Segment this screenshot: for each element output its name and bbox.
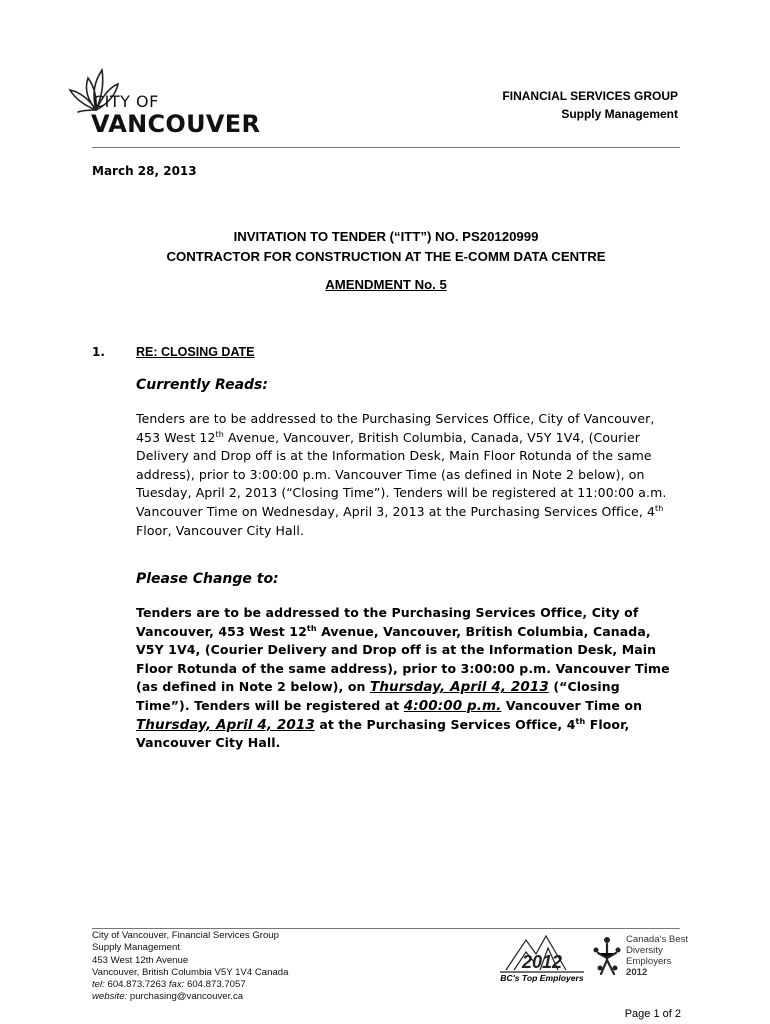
footer-address: City of Vancouver, Financial Services Group Supply Management 453 West 12th Avenue Vancouver, British Columbia V5Y 1V4 Canada tel: 604.873.7263 fax: 604.873.7057 website: purchasing@vancouver.ca <box>92 930 289 1003</box>
new-registration-date: Thursday, April 4, 2013 <box>136 716 315 733</box>
title-line-2: CONTRACTOR FOR CONSTRUCTION AT THE E-COMM DATA CENTRE <box>166 249 606 264</box>
new-closing-date: Thursday, April 4, 2013 <box>370 679 549 696</box>
footer-email[interactable]: purchasing@vancouver.ca <box>129 991 244 1003</box>
city-of-vancouver-logo <box>66 66 261 138</box>
title-line-1: INVITATION TO TENDER (“ITT”) NO. PS20120999 <box>233 229 539 244</box>
currently-reads-paragraph: Tenders are to be addressed to the Purchasing Services Office, City of Vancouver, 453 West 12th Avenue, Vancouver, British Columbia, Canada, V5Y 1V4, (Courier Delivery and Drop off is at the Information Desk, Main Floor Rotunda of the same address), prior to 3:00:00 p.m. Vancouver Time (as defined in Note 2 below), on Tuesday, April 2, 2013 (“Closing Time”). Tenders will be registered at 11:00:00 a.m. Vancouver Time on Wednesday, April 3, 2013 at the Purchasing Services Office, 4th Floor, Vancouver City Hall. <box>136 411 667 538</box>
diversity-figures-icon <box>590 934 624 982</box>
letter-date: March 28, 2013 <box>92 164 197 178</box>
page-number: Page 1 of 2 <box>624 1008 681 1020</box>
footer-divider <box>92 928 680 929</box>
section-number: 1. <box>92 345 105 359</box>
new-registration-time: 4:00:00 p.m. <box>403 697 502 714</box>
please-change-paragraph: Tenders are to be addressed to the Purchasing Services Office, City of Vancouver, 453 West 12th Avenue, Vancouver, British Columbia, Canada, V5Y 1V4, (Courier Delivery and Drop off is at the Information Desk, Main Floor Rotunda of the same address), prior to 3:00:00 p.m. Vancouver Time (as defined in Note 2 below), on Thursday, April 4, 2013 (“Closing Time”). Tenders will be registered at 4:00:00 p.m. Vancouver Time on Thursday, April 4, 2013 at the Purchasing Services Office, 4th Floor, Vancouver City Hall. <box>136 605 670 751</box>
amendment-number: AMENDMENT No. 5 <box>325 277 447 292</box>
section-title: RE: CLOSING DATE <box>136 345 255 359</box>
bc-top-employers-logo <box>496 930 588 990</box>
bc-award-year: 2012 <box>522 952 563 972</box>
currently-reads-heading: Currently Reads: <box>136 377 268 393</box>
letterhead-department <box>502 87 678 123</box>
logo-city-of: CITY OF <box>93 92 159 111</box>
division-name: Supply Management <box>561 107 678 121</box>
please-change-heading: Please Change to: <box>136 571 279 587</box>
diversity-employers-logo <box>590 934 690 990</box>
diversity-award-label: Canada's Best Diversity Employers 2012 <box>626 934 689 978</box>
header-divider <box>92 147 680 148</box>
bc-award-label: BC's Top Employers <box>500 973 584 983</box>
logo-vancouver: VANCOUVER <box>91 110 261 138</box>
document-title <box>92 227 680 267</box>
department-name: FINANCIAL SERVICES GROUP <box>502 89 678 103</box>
